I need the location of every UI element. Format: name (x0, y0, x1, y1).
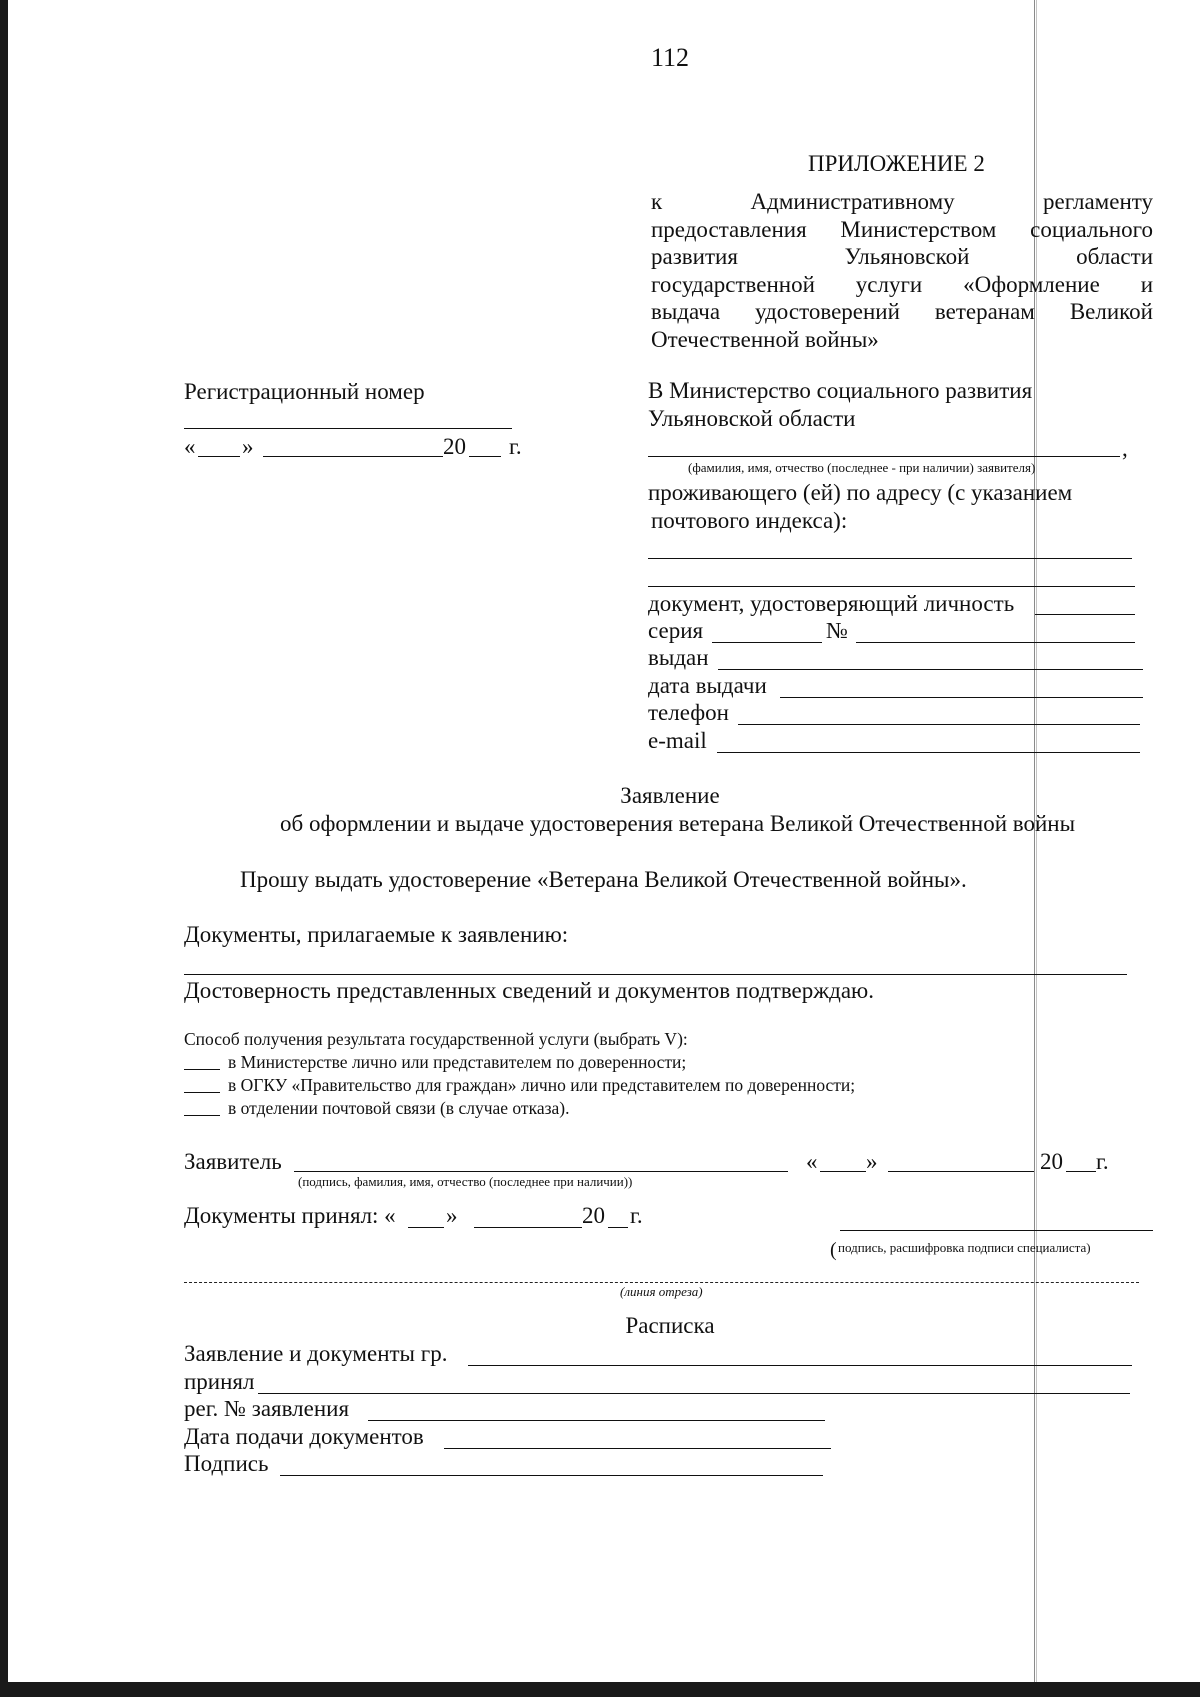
appendix-line: предоставления Министерством социального (651, 217, 1153, 242)
applicant-year-field[interactable] (1066, 1171, 1096, 1172)
registration-year-prefix: 20 (443, 434, 466, 459)
receipt-accepted-label: принял (184, 1369, 255, 1394)
address-label-line2: почтового индекса): (651, 508, 848, 533)
delivery-method-title: Способ получения результата государственной услуги (выбрать V): (184, 1029, 688, 1049)
registration-date-open: « (184, 434, 196, 459)
applicant-name-comma: , (1122, 436, 1128, 461)
applicant-label: Заявитель (184, 1149, 282, 1174)
appendix-line: Отечественной войны» (651, 327, 879, 352)
application-request: Прошу выдать удостоверение «Ветерана Великой Отечественной войны». (240, 867, 967, 892)
specialist-caption: подпись, расшифровка подписи специалиста) (838, 1240, 1091, 1255)
receipt-title: Расписка (625, 1313, 715, 1338)
scan-border-bottom (0, 1682, 1200, 1697)
number-label: № (826, 618, 848, 643)
attached-docs-field[interactable] (184, 974, 1127, 975)
email-label: e-mail (648, 728, 707, 753)
registration-day-field[interactable] (198, 456, 240, 457)
specialist-signature-field[interactable] (840, 1230, 1153, 1231)
id-document-field[interactable] (1035, 614, 1135, 615)
applicant-date-close: » (866, 1149, 878, 1174)
registration-year-field[interactable] (469, 456, 501, 457)
series-label: серия (648, 618, 704, 643)
receipt-submission-date-field[interactable] (444, 1448, 831, 1449)
address-field[interactable] (648, 586, 1135, 587)
application-subtitle: об оформлении и выдаче удостоверения ветерана Великой Отечественной войны (280, 811, 1076, 836)
delivery-option-label: в отделении почтовой связи (в случае отказа). (228, 1098, 570, 1118)
accepted-year-suffix: г. (630, 1203, 643, 1228)
receipt-docs-from-field[interactable] (468, 1365, 1132, 1366)
applicant-name-field[interactable] (648, 456, 1120, 457)
accepted-year-prefix: 20 (582, 1203, 605, 1228)
applicant-name-caption: (фамилия, имя, отчество (последнее - при наличии) заявителя) (688, 460, 1036, 475)
receipt-submission-date-label: Дата подачи документов (184, 1424, 424, 1449)
confirmation-text: Достоверность представленных сведений и документов подтверждаю. (184, 978, 874, 1003)
application-title: Заявление (620, 783, 720, 808)
applicant-caption: (подпись, фамилия, имя, отчество (последнее при наличии)) (298, 1174, 633, 1189)
receipt-reg-number-field[interactable] (368, 1420, 825, 1421)
receipt-signature-label: Подпись (184, 1451, 269, 1476)
accepted-day-field[interactable] (408, 1227, 444, 1228)
issue-date-field[interactable] (780, 697, 1143, 698)
accepted-label: Документы принял: « (184, 1203, 396, 1228)
applicant-month-field[interactable] (888, 1171, 1034, 1172)
registration-date-close: » (242, 434, 254, 459)
applicant-year-suffix: г. (1096, 1149, 1109, 1174)
specialist-caption-open: ( (830, 1239, 837, 1261)
registration-label: Регистрационный номер (184, 379, 425, 404)
address-field[interactable] (648, 558, 1132, 559)
appendix-line: к Административному регламенту (651, 189, 1153, 214)
applicant-year-prefix: 20 (1040, 1149, 1063, 1174)
address-label-line1: проживающего (ей) по адресу (с указанием (648, 480, 1073, 505)
applicant-signature-field[interactable] (294, 1171, 788, 1172)
scan-border-left (0, 0, 8, 1697)
addressee-line2: Ульяновской области (648, 406, 856, 431)
email-field[interactable] (717, 752, 1140, 753)
registration-year-suffix: г. (509, 434, 522, 459)
receipt-signature-field[interactable] (280, 1475, 823, 1476)
issued-field[interactable] (718, 669, 1143, 670)
issued-label: выдан (648, 645, 709, 670)
appendix-line: развития Ульяновской области (651, 244, 1153, 269)
applicant-day-field[interactable] (820, 1171, 866, 1172)
issue-date-label: дата выдачи (648, 673, 767, 698)
cut-line (184, 1282, 1139, 1283)
delivery-option-label: в Министерстве лично или представителем по доверенности; (228, 1052, 687, 1072)
accepted-year-field[interactable] (608, 1227, 628, 1228)
delivery-option-label: в ОГКУ «Правительство для граждан» лично или представителем по доверенности; (228, 1075, 856, 1095)
addressee-line1: В Министерство социального развития (648, 378, 1033, 403)
delivery-option-checkbox[interactable] (184, 1115, 220, 1116)
accepted-date-close: » (446, 1203, 458, 1228)
phone-label: телефон (648, 700, 729, 725)
receipt-docs-from-label: Заявление и документы гр. (184, 1341, 448, 1366)
cut-line-caption: (линия отреза) (620, 1284, 703, 1299)
appendix-title: ПРИЛОЖЕНИЕ 2 (808, 151, 985, 176)
appendix-line: выдача удостоверений ветеранам Великой (651, 299, 1153, 324)
registration-number-field[interactable] (184, 428, 512, 429)
receipt-accepted-field[interactable] (258, 1393, 1130, 1394)
delivery-option-checkbox[interactable] (184, 1092, 220, 1093)
number-field[interactable] (856, 642, 1135, 643)
attached-docs-label: Документы, прилагаемые к заявлению: (184, 922, 569, 947)
accepted-month-field[interactable] (474, 1227, 582, 1228)
id-document-label: документ, удостоверяющий личность (648, 591, 1015, 616)
page-number: 112 (650, 43, 690, 72)
delivery-option-checkbox[interactable] (184, 1069, 220, 1070)
phone-field[interactable] (738, 724, 1140, 725)
registration-month-field[interactable] (263, 456, 443, 457)
receipt-reg-number-label: рег. № заявления (184, 1396, 350, 1421)
applicant-date-open: « (806, 1149, 818, 1174)
appendix-line: государственной услуги «Оформление и (651, 272, 1153, 297)
series-field[interactable] (712, 642, 822, 643)
